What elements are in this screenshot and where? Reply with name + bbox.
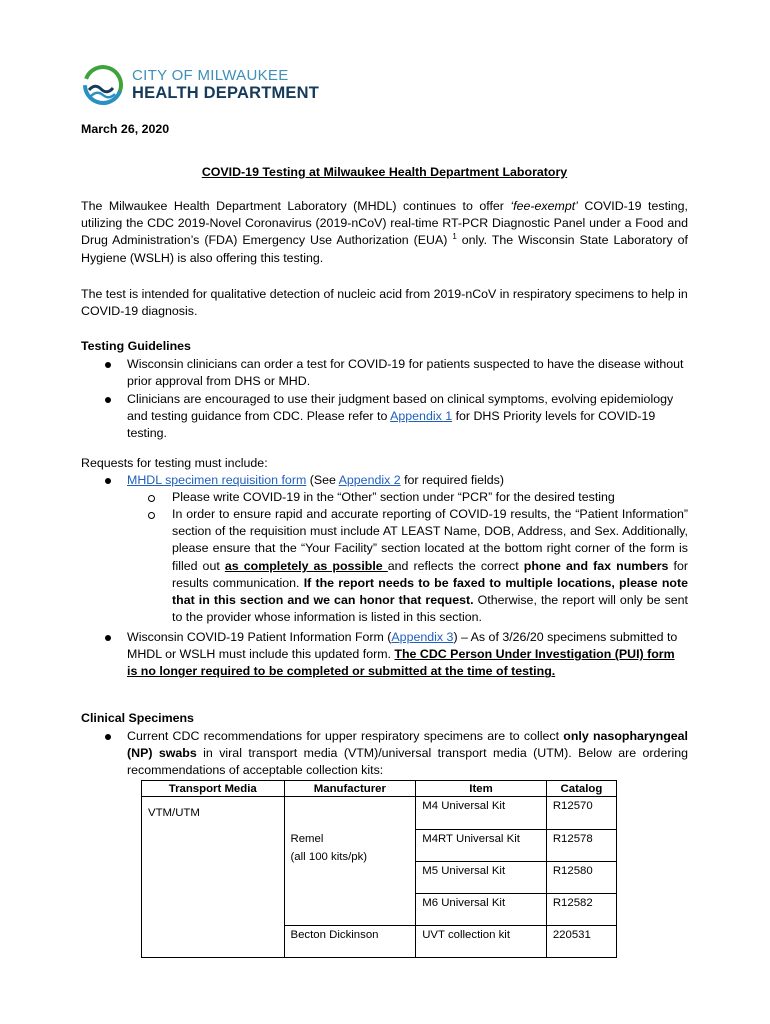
item-cell: M4 Universal Kit [416,797,547,830]
testing-guidelines-heading: Testing Guidelines [81,339,191,353]
table-row [142,797,617,830]
item-cell: M6 Universal Kit [416,893,547,925]
transport-media-cell: VTM/UTM [142,797,285,958]
manufacturer-cell: Becton Dickinson [284,925,416,957]
item-cell: M4RT Universal Kit [416,829,547,861]
column-header: Catalog [546,781,616,797]
catalog-cell: R12570 [546,797,616,830]
health-department-logo [81,63,321,107]
request-bullet-2: Wisconsin COVID-19 Patient Information Form (Appendix 3) – As of 3/26/20 specimens submitted to MHDL or WSLH must include this updated form. The CDC Person Under Investigation (PUI) form is no longer required to be completed or submitted at the time of testing. [127,630,678,679]
requisition-form-link[interactable]: MHDL specimen requisition form [127,473,307,487]
requests-intro: Requests for testing must include: [81,456,268,470]
request-sub-bullet-2: In order to ensure rapid and accurate reporting of COVID-19 results, the “Patient Information” section of the requisition must include AT LEAST Name, DOB, Address, and Sex. Additionally, please ensure that the “Your Facility” section located at the bottom right corner of the form is filled out as completely as possible and reflects the correct phone and fax numbers for results communication. If the report needs to be faxed to multiple locations, please note that in this section and we can honor that request. Otherwise, the report will only be sent to the provider whose information is listed in this section. [172,507,688,625]
purpose-paragraph: The test is intended for qualitative detection of nucleic acid from 2019-nCoV in respiratory specimens to help in COVID-19 diagnosis. [81,287,688,319]
intro-paragraph: The Milwaukee Health Department Laboratory (MHDL) continues to offer ‘fee-exempt’ COVID-19 testing, utilizing the CDC 2019-Novel Coronavirus (2019-nCoV) real-time RT-PCR Diagnostic Panel under a Food and Drug Administration’s (FDA) Emergency Use Authorization (EUA) $^1$ only. The Wisconsin State Laboratory of Hygiene (WSLH) is also offering this testing. [81,199,689,265]
column-header: Manufacturer [284,781,416,797]
bullet-icon [105,397,111,403]
column-header: Item [416,781,547,797]
column-header: Transport Media [142,781,285,797]
logo-line-city: CITY OF MILWAUKEE [132,67,289,84]
appendix-2-link[interactable]: Appendix 2 [338,473,401,487]
item-cell: M5 Universal Kit [416,861,547,893]
catalog-cell: R12578 [546,829,616,861]
sub-bullet-icon [148,512,155,519]
request-bullet-1: MHDL specimen requisition form (See Appendix 2 for required fields) [127,473,504,487]
guideline-bullet-1: Wisconsin clinicians can order a test for COVID-19 for patients suspected to have the disease without prior approval from DHS or MHD. [127,357,684,389]
logo-line-department: HEALTH DEPARTMENT [132,84,320,102]
request-sub-bullet-1: Please write COVID-19 in the “Other” section under “PCR” for the desired testing [172,490,615,504]
bullet-icon [105,635,111,641]
logo-mark-icon [81,63,125,107]
clinical-bullet-1: Current CDC recommendations for upper respiratory specimens are to collect only nasopharyngeal (NP) swabs in viral transport media (VTM)/universal transport media (UTM). Below are ordering recommendations of acceptable collection kits: [127,729,688,778]
bullet-icon [105,478,111,484]
catalog-cell: 220531 [546,925,616,957]
clinical-specimens-heading: Clinical Specimens [81,711,194,725]
manufacturer-cell [284,797,416,830]
collection-kits-table [141,780,617,958]
bullet-icon [105,362,111,368]
catalog-cell: R12582 [546,893,616,925]
table-header-row [142,781,617,797]
appendix-3-link[interactable]: Appendix 3 [391,630,454,644]
catalog-cell: R12580 [546,861,616,893]
document-date: March 26, 2020 [81,122,170,136]
appendix-1-link[interactable]: Appendix 1 [390,409,453,424]
document-title: COVID-19 Testing at Milwaukee Health Department Laboratory [201,165,568,179]
item-cell: UVT collection kit [416,925,547,957]
guideline-bullet-2: Clinicians are encouraged to use their judgment based on clinical symptoms, evolving epidemiology and testing guidance from CDC. Please refer to Appendix 1 for DHS Priority levels for COVID-19 testing. [127,392,674,441]
bullet-icon [105,734,111,740]
table-bottom-border [142,957,617,958]
manufacturer-cell [284,829,416,925]
remel-note: (all 100 kits/pk) [290,851,368,863]
remel-label: Remel [290,833,324,845]
sub-bullet-icon [148,495,155,502]
